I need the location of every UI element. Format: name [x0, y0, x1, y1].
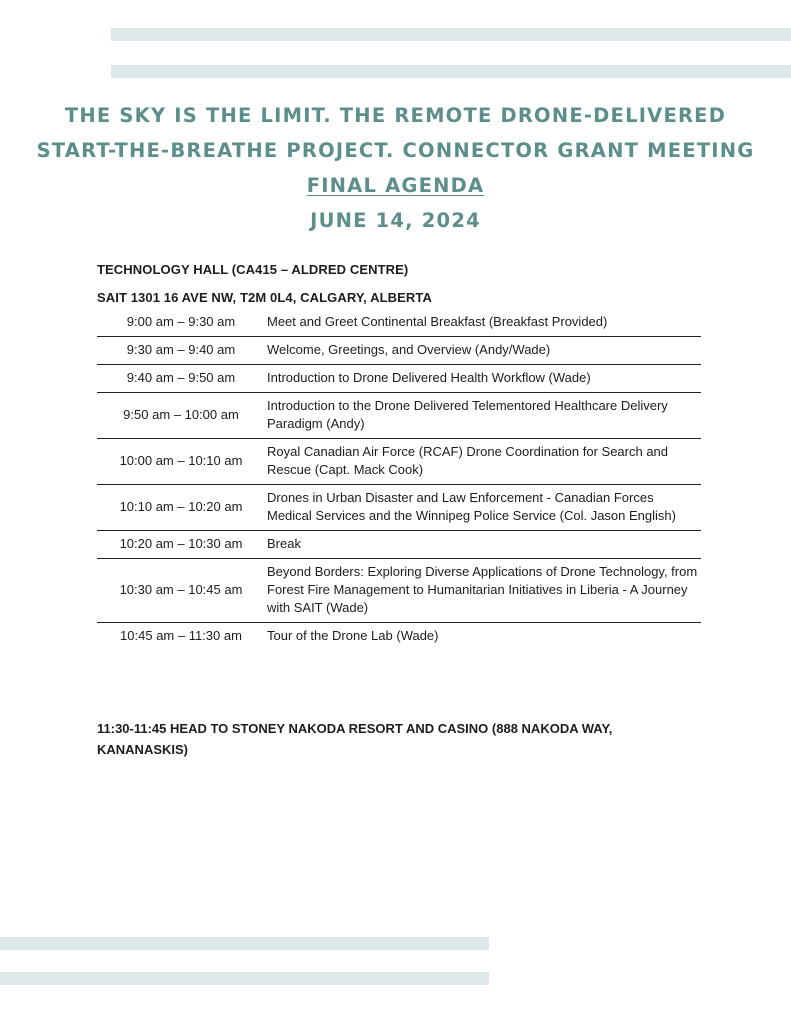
agenda-row: [97, 393, 701, 439]
agenda-title: [0, 98, 791, 238]
agenda-item: Royal Canadian Air Force (RCAF) Drone Coordination for Search and Rescue (Capt. Mack Cook): [267, 444, 669, 477]
agenda-time: 10:00 am – 10:10 am: [119, 453, 243, 468]
agenda-time: 10:30 am – 10:45 am: [119, 582, 243, 597]
venue-hall: TECHNOLOGY HALL (CA415 – ALDRED CENTRE): [97, 262, 409, 277]
venue-address: SAIT 1301 16 AVE NW, T2M 0L4, CALGARY, ALBERTA: [97, 290, 432, 305]
agenda-item: Drones in Urban Disaster and Law Enforcement - Canadian Forces Medical Services and the Winnipeg Police Service (Col. Jason English): [267, 490, 676, 523]
agenda-item: Introduction to Drone Delivered Health Workflow (Wade): [267, 370, 591, 385]
decorative-band-top-2: [111, 65, 791, 78]
agenda-row: [97, 365, 701, 393]
final-agenda-heading: FINAL AGENDA: [306, 174, 485, 197]
closing-note: 11:30-11:45 HEAD TO STONEY NAKODA RESORT AND CASINO (888 NAKODA WAY, KANANASKIS): [97, 721, 613, 757]
decorative-band-bottom-1: [0, 937, 489, 950]
agenda-time: 9:50 am – 10:00 am: [123, 407, 239, 422]
agenda-time: 10:10 am – 10:20 am: [119, 499, 243, 514]
decorative-band-bottom-2: [0, 972, 489, 985]
agenda-row: [97, 439, 701, 485]
agenda-row: [97, 559, 701, 623]
decorative-band-top-1: [111, 28, 791, 41]
agenda-row: [97, 309, 701, 337]
agenda-row: [97, 623, 701, 651]
title-line-1: THE SKY IS THE LIMIT. THE REMOTE DRONE-DELIVERED: [64, 104, 727, 127]
agenda-time: 10:20 am – 10:30 am: [119, 536, 243, 551]
agenda-time: 9:30 am – 9:40 am: [126, 342, 236, 357]
agenda-item: Meet and Greet Continental Breakfast (Breakfast Provided): [267, 314, 608, 329]
agenda-item: Tour of the Drone Lab (Wade): [267, 628, 439, 643]
agenda-item: Beyond Borders: Exploring Diverse Applications of Drone Technology, from Forest Fire Management to Humanitarian Initiatives in Liberia - A Journey with SAIT (Wade): [267, 564, 698, 615]
meeting-date: JUNE 14, 2024: [310, 209, 481, 232]
agenda-row: [97, 337, 701, 365]
agenda-item: Introduction to the Drone Delivered Telementored Healthcare Delivery Paradigm (Andy): [267, 398, 668, 431]
title-line-2: START-THE-BREATHE PROJECT. CONNECTOR GRANT MEETING: [36, 139, 755, 162]
agenda-item: Break: [267, 536, 301, 551]
agenda-time: 10:45 am – 11:30 am: [120, 628, 242, 643]
agenda-row: [97, 531, 701, 559]
agenda-time: 9:40 am – 9:50 am: [126, 370, 236, 385]
agenda-item: Welcome, Greetings, and Overview (Andy/Wade): [267, 342, 551, 357]
agenda-row: [97, 485, 701, 531]
agenda-time: 9:00 am – 9:30 am: [126, 314, 236, 329]
agenda-table: [97, 309, 701, 650]
